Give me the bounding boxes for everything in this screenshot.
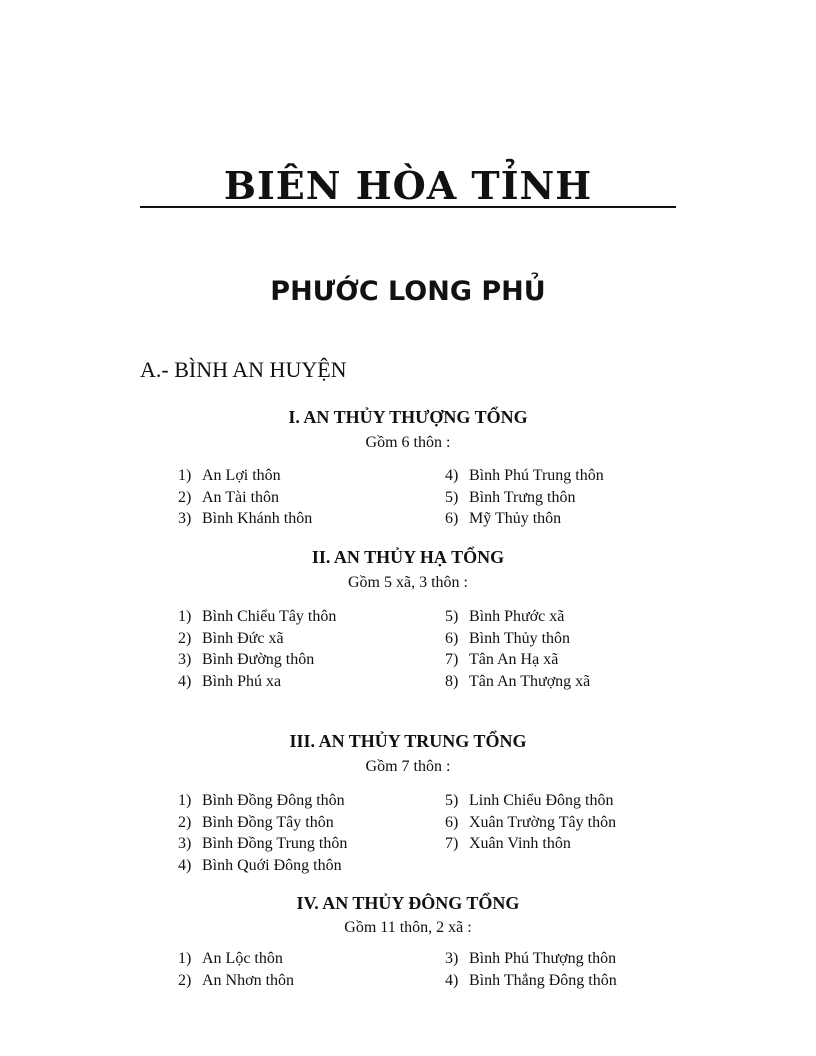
section-2-right-list	[445, 606, 590, 692]
list-item: 4) Bình Phú Trung thôn	[445, 467, 604, 484]
list-item: 1) An Lộc thôn	[178, 950, 283, 967]
list-item: 3) Bình Khánh thôn	[178, 510, 313, 527]
list-item: 3) Bình Đồng Trung thôn	[178, 835, 348, 852]
section-2-left-list	[178, 606, 336, 692]
list-item: 1) Bình Đồng Đông thôn	[178, 792, 345, 809]
section-1-right-list	[445, 465, 604, 530]
district-heading: A.- BÌNH AN HUYỆN	[140, 357, 347, 382]
title-divider	[140, 206, 676, 208]
list-item: 8) Tân An Thượng xã	[445, 672, 591, 690]
list-item: 5) Linh Chiểu Đông thôn	[445, 792, 614, 809]
section-1-left-list	[178, 465, 312, 530]
list-item: 2) An Tài thôn	[178, 488, 280, 506]
section-3-left-list	[178, 790, 347, 876]
list-item: 4) Bình Quới Đông thôn	[178, 856, 342, 874]
list-item: 5) Bình Trưng thôn	[445, 488, 576, 506]
list-item: 7) Xuân Vinh thôn	[445, 835, 571, 852]
section-4-subtitle: Gồm 11 thôn, 2 xã :	[344, 919, 472, 936]
section-1-title: I. AN THỦY THƯỢNG TỔNG	[288, 407, 528, 427]
list-item: 5) Bình Phước xã	[445, 608, 565, 625]
section-2-title: II. AN THỦY HẠ TỔNG	[311, 547, 505, 567]
section-4-title: IV. AN THỦY ĐÔNG TỔNG	[296, 893, 520, 913]
section-1-subtitle: Gồm 6 thôn :	[365, 434, 451, 451]
list-item: 2) Bình Đức xã	[178, 629, 284, 647]
list-item: 4) Bình Thắng Đông thôn	[445, 971, 617, 989]
list-item: 2) An Nhơn thôn	[178, 971, 295, 989]
list-item: 6) Bình Thủy thôn	[445, 629, 571, 647]
list-item: 3) Bình Phú Thượng thôn	[445, 950, 617, 967]
list-item: 7) Tân An Hạ xã	[445, 651, 559, 668]
list-item: 6) Xuân Trường Tây thôn	[445, 813, 617, 831]
list-item: 1) An Lợi thôn	[178, 467, 281, 484]
section-4-right-list	[445, 948, 617, 991]
section-3-title: III. AN THỦY TRUNG TỔNG	[289, 731, 527, 751]
list-item: 1) Bình Chiểu Tây thôn	[178, 608, 337, 625]
section-2-subtitle: Gồm 5 xã, 3 thôn :	[348, 574, 468, 591]
list-item: 3) Bình Đường thôn	[178, 651, 315, 668]
section-3-subtitle: Gồm 7 thôn :	[365, 758, 451, 775]
list-item: 6) Mỹ Thủy thôn	[445, 510, 562, 527]
section-4-left-list	[178, 948, 294, 991]
page-subtitle: PHƯỚC LONG PHỦ	[270, 276, 546, 307]
list-item: 4) Bình Phú xa	[178, 672, 282, 690]
section-3-right-list	[445, 790, 616, 855]
page-title: BIÊN HÒA TỈNH	[223, 163, 593, 208]
list-item: 2) Bình Đồng Tây thôn	[178, 813, 334, 831]
